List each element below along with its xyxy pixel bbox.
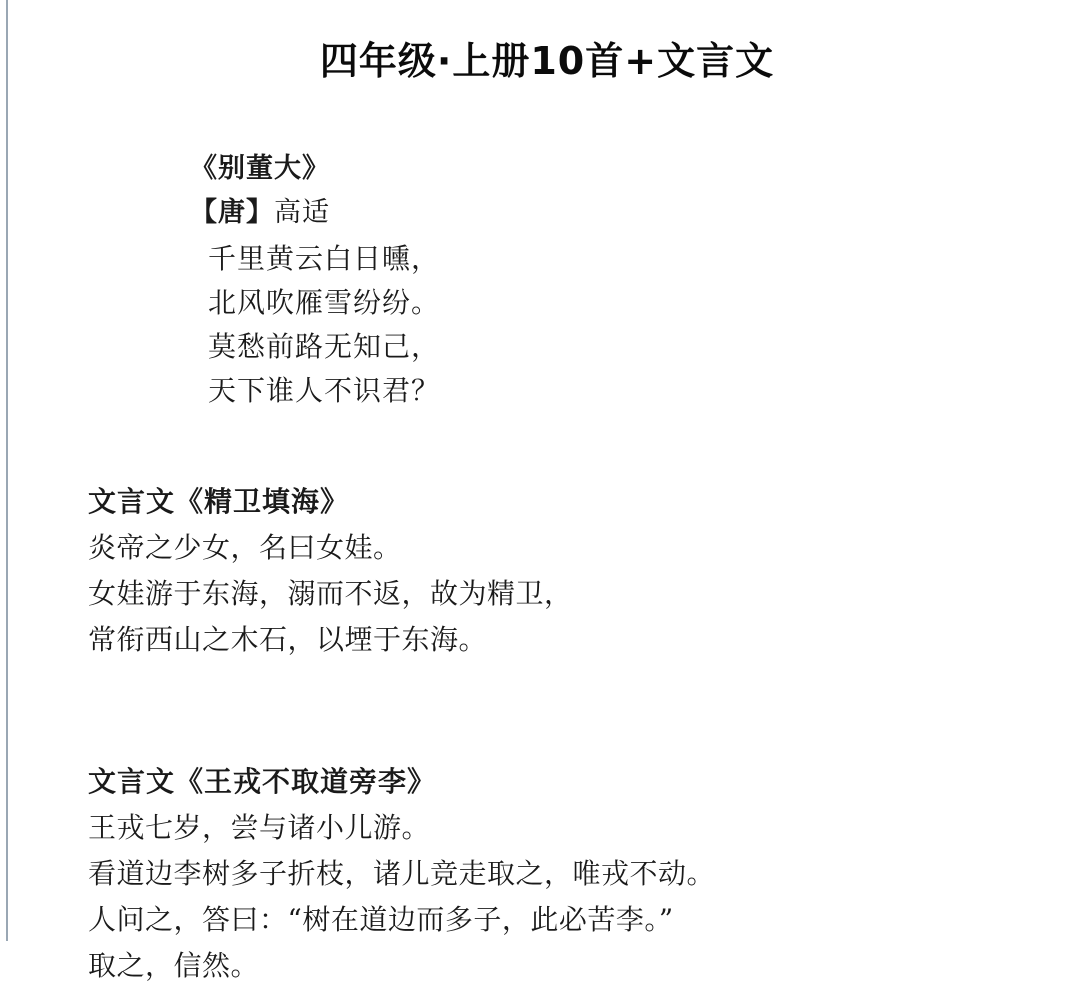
prose-title: 《精卫填海》 (175, 485, 350, 518)
page-title: 四年级·上册10首+文言文 (319, 39, 775, 83)
poem-line: 莫愁前路无知己， (208, 330, 441, 363)
prose-line: 炎帝之少女，名曰女娃。 (88, 531, 402, 564)
prose-label: 文言文 (88, 485, 176, 518)
prose-line: 王戎七岁，尝与诸小儿游。 (88, 811, 431, 844)
prose-line: 女娃游于东海，溺而不返，故为精卫， (88, 577, 573, 610)
poem-author: 高适 (274, 197, 330, 228)
prose-section-1 (14, 479, 1080, 663)
poem-section (14, 147, 1080, 413)
poem-title: 《别董大》 (190, 153, 330, 184)
page-left-rule (6, 0, 8, 941)
prose-line: 看道边李树多子折枝，诸儿竞走取之，唯戎不动。 (88, 857, 716, 890)
poem-lines (190, 237, 1080, 413)
poem-line: 天下谁人不识君？ (208, 374, 441, 407)
prose-line: 常衔西山之木石，以堙于东海。 (88, 623, 488, 656)
poem-author-line (190, 191, 1080, 235)
poem-dynasty: 【唐】 (190, 197, 274, 228)
prose-line: 取之，信然。 (88, 949, 260, 982)
prose-heading (88, 759, 1080, 805)
prose-line: 人问之，答曰：“树在道边而多子，此必苦李。” (88, 903, 674, 936)
poem-line: 北风吹雁雪纷纷。 (208, 286, 441, 319)
prose-title: 《王戎不取道旁李》 (175, 765, 437, 798)
prose-section-2 (14, 759, 1080, 989)
prose-heading (88, 479, 1080, 525)
prose-label: 文言文 (88, 765, 176, 798)
poem-line: 千里黄云白日曛， (208, 242, 441, 275)
document-page (14, 0, 1080, 982)
